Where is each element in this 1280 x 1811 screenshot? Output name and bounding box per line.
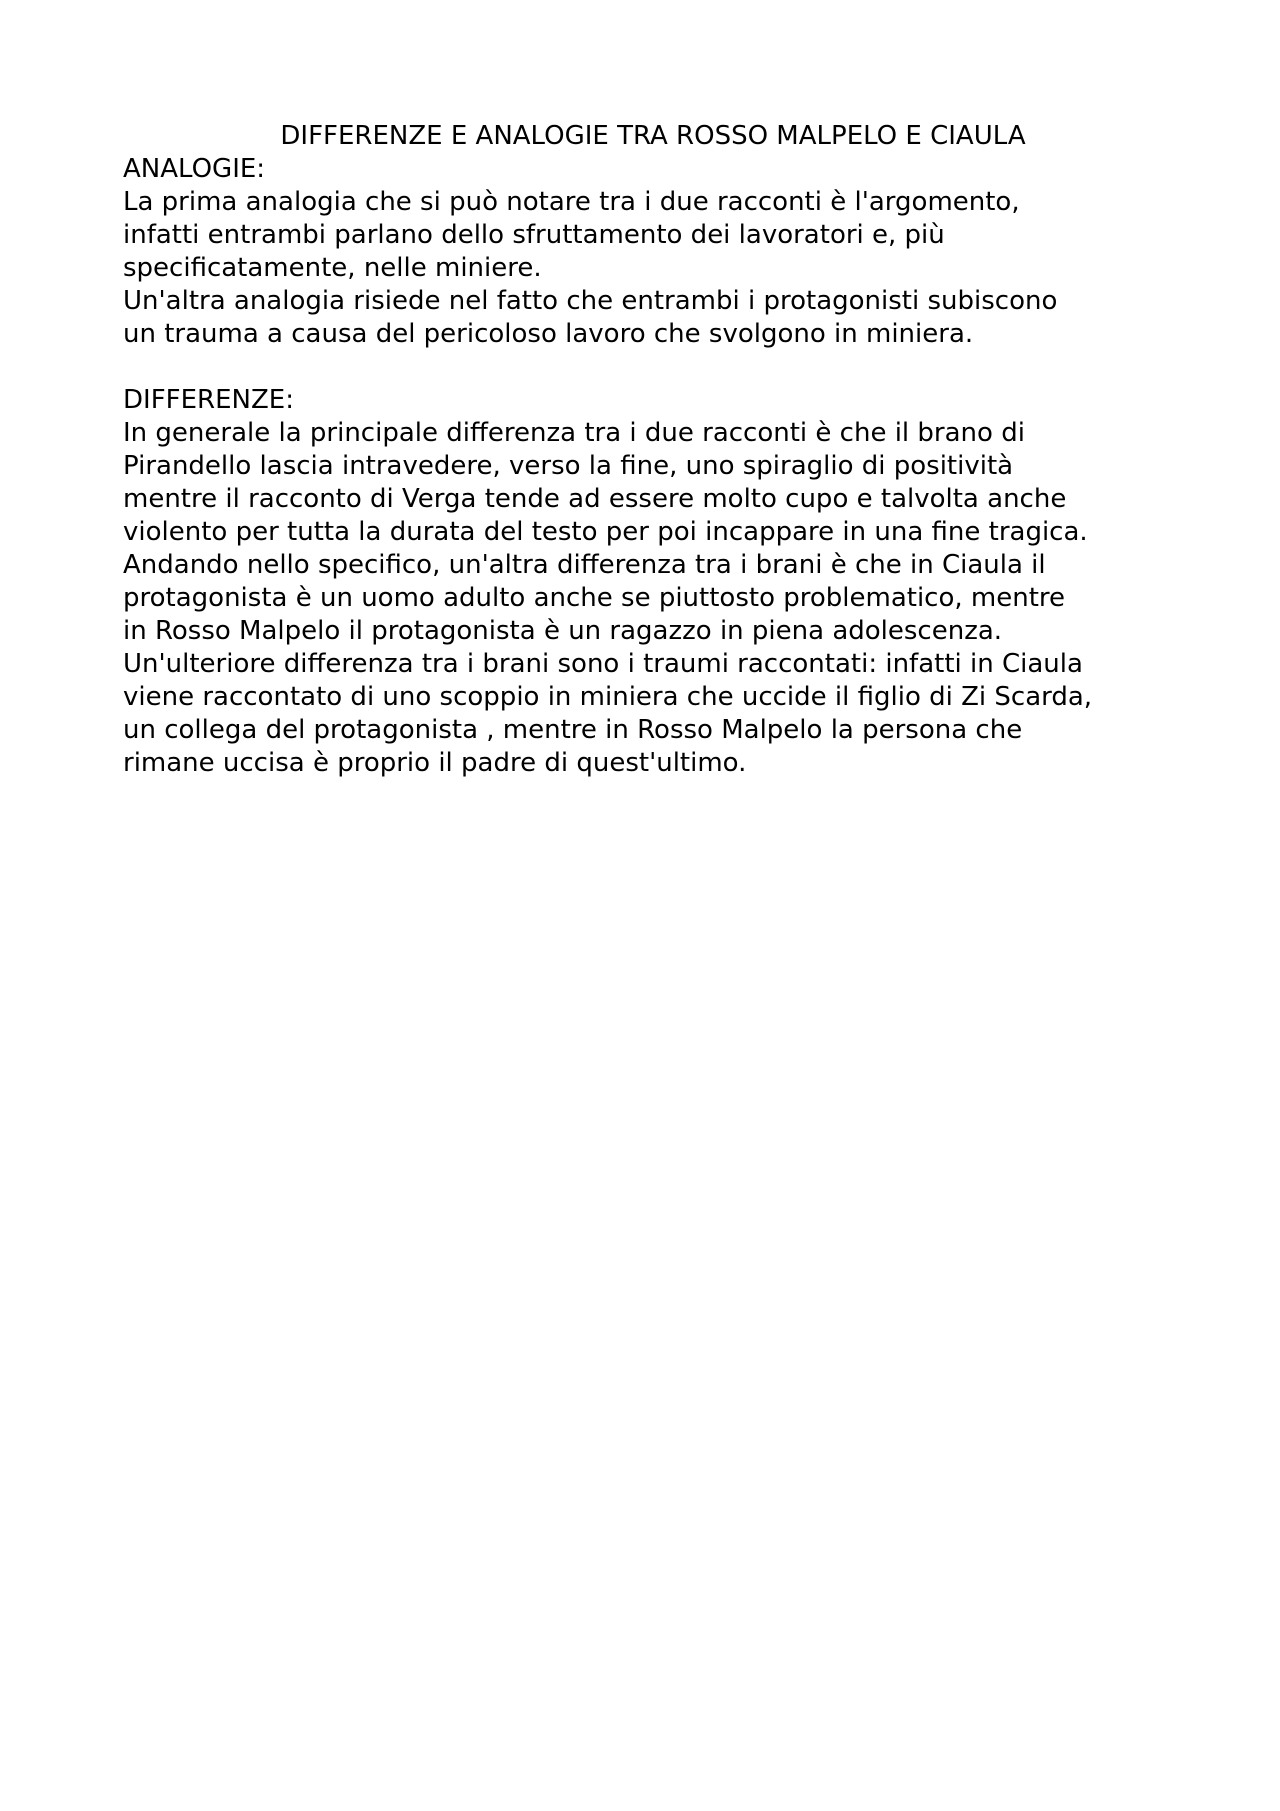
differenze-line: Andando nello specifico, un'altra differenza tra i brani è che in Ciaula il: [123, 550, 1046, 580]
analogie-line: La prima analogia che si può notare tra i due racconti è l'argomento,: [123, 187, 1020, 217]
differenze-line: Pirandello lascia intravedere, verso la fine, uno spiraglio di positività: [123, 451, 1014, 481]
differenze-line: violento per tutta la durata del testo per poi incappare in una fine tragica.: [123, 517, 1088, 547]
document-title: DIFFERENZE E ANALOGIE TRA ROSSO MALPELO E CIAULA: [280, 121, 1026, 151]
analogie-heading: ANALOGIE:: [123, 154, 266, 184]
differenze-line: viene raccontato di uno scoppio in miniera che uccide il figlio di Zi Scarda,: [123, 682, 1093, 712]
differenze-line: Un'ulteriore differenza tra i brani sono i traumi raccontati: infatti in Ciaula: [123, 649, 1083, 679]
analogie-line: un trauma a causa del pericoloso lavoro che svolgono in miniera.: [123, 319, 974, 349]
differenze-line: protagonista è un uomo adulto anche se piuttosto problematico, mentre: [123, 583, 1066, 613]
differenze-heading: DIFFERENZE:: [123, 385, 294, 415]
differenze-line: mentre il racconto di Verga tende ad essere molto cupo e talvolta anche: [123, 484, 1067, 514]
differenze-line: in Rosso Malpelo il protagonista è un ragazzo in piena adolescenza.: [123, 616, 1003, 646]
differenze-line: rimane uccisa è proprio il padre di quest'ultimo.: [123, 748, 747, 778]
document-body: [123, 120, 1183, 780]
analogie-line: Un'altra analogia risiede nel fatto che entrambi i protagonisti subiscono: [123, 286, 1058, 316]
differenze-paragraph: [123, 417, 1183, 780]
analogie-line: specificatamente, nelle miniere.: [123, 253, 542, 283]
paragraph-spacer: [123, 351, 1183, 384]
analogie-paragraph: [123, 186, 1183, 351]
analogie-line: infatti entrambi parlano dello sfruttamento dei lavoratori e, più: [123, 220, 945, 250]
differenze-line: In generale la principale differenza tra i due racconti è che il brano di: [123, 418, 1025, 448]
differenze-line: un collega del protagonista , mentre in Rosso Malpelo la persona che: [123, 715, 1023, 745]
